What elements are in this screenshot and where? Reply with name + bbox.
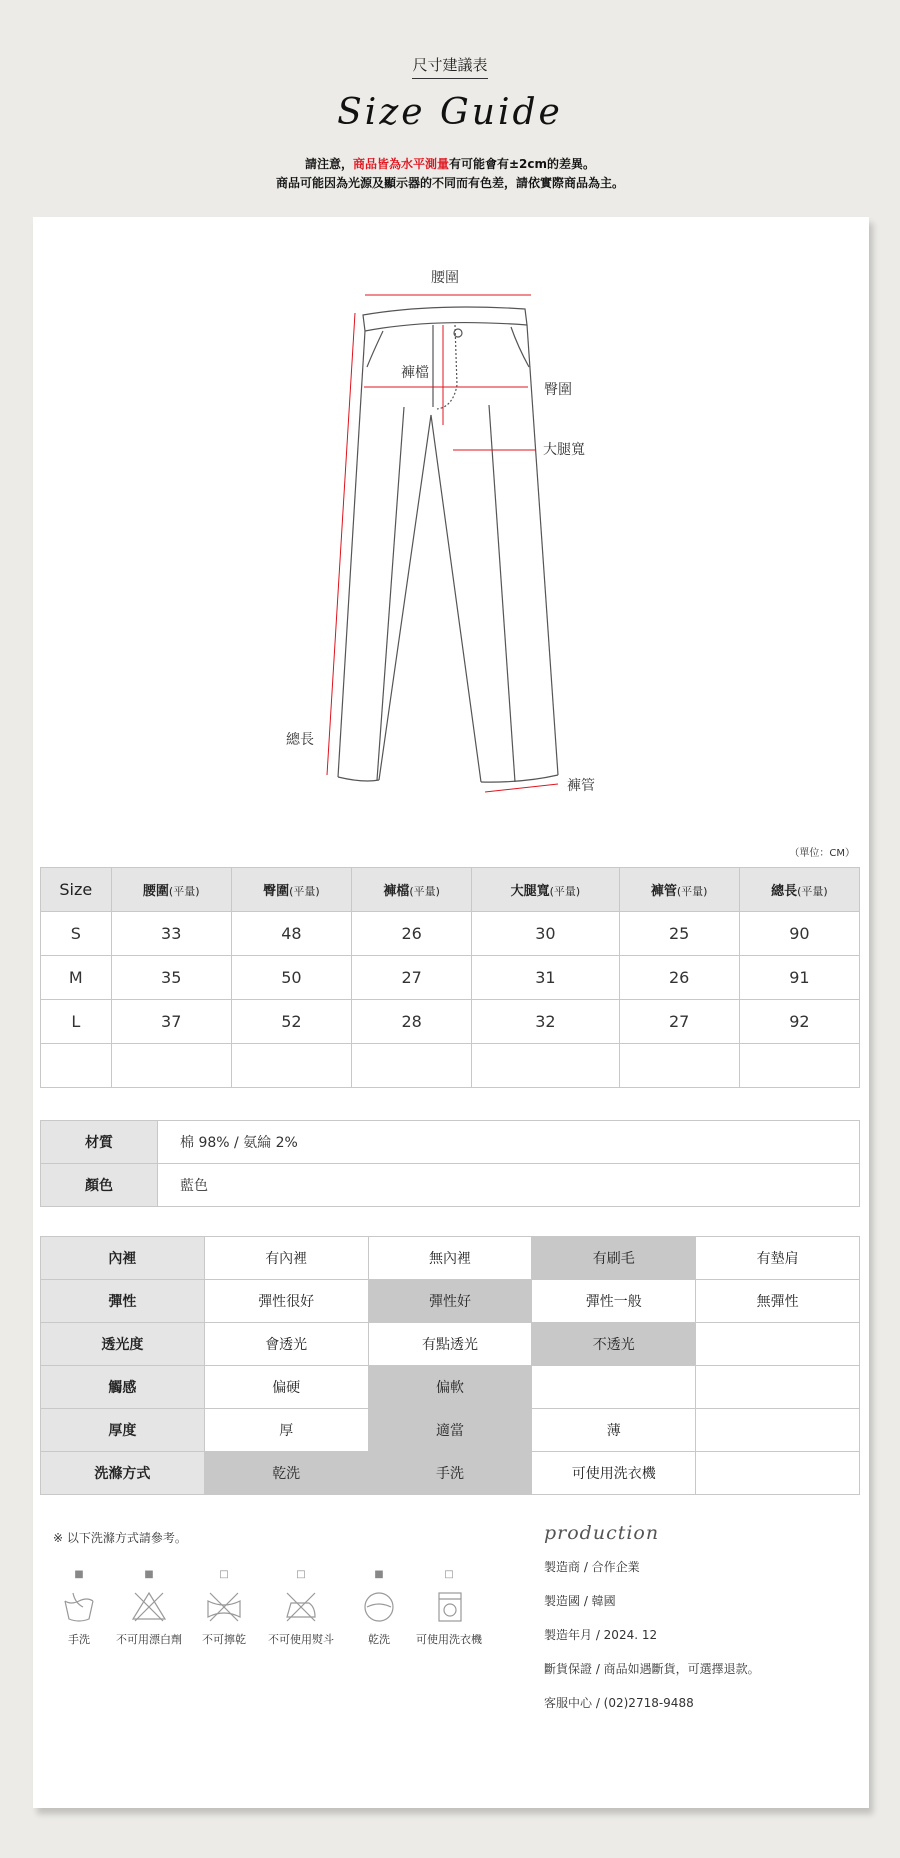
wash-item — [111, 1567, 187, 1647]
pants-diagram — [33, 217, 869, 797]
size-table-header-cell — [619, 868, 739, 912]
table-cell — [352, 1044, 472, 1088]
feature-option: 有內裡 — [204, 1237, 368, 1280]
table-cell — [231, 1044, 351, 1088]
no-iron-icon — [283, 1589, 319, 1625]
feature-option-selected: 彈性好 — [368, 1280, 532, 1323]
feature-option — [696, 1452, 860, 1495]
feature-row — [41, 1323, 860, 1366]
table-row — [41, 1000, 860, 1044]
table-cell: 50 — [231, 956, 351, 1000]
table-cell — [619, 1044, 739, 1088]
dry-clean-icon — [361, 1589, 397, 1625]
label-rise: 褲檔 — [401, 365, 429, 381]
table-row — [41, 912, 860, 956]
header-sub-label: (平量) — [549, 885, 581, 898]
wash-item — [41, 1567, 117, 1647]
table-cell — [41, 1044, 112, 1088]
feature-option-selected: 不透光 — [532, 1323, 696, 1366]
feature-label: 觸感 — [41, 1366, 205, 1409]
feature-option: 厚 — [204, 1409, 368, 1452]
feature-row — [41, 1452, 860, 1495]
no-wring-icon — [206, 1589, 242, 1625]
size-table-header-cell — [231, 868, 351, 912]
feature-option — [696, 1409, 860, 1452]
wash-label: 不可使用熨斗 — [268, 1633, 334, 1646]
feature-option: 無彈性 — [696, 1280, 860, 1323]
table-cell: L — [41, 1000, 112, 1044]
size-table-header-cell — [41, 868, 112, 912]
table-cell: 92 — [739, 1000, 859, 1044]
wash-label: 手洗 — [68, 1633, 90, 1646]
washing-machine-icon — [431, 1589, 467, 1625]
table-cell: 30 — [472, 912, 619, 956]
wash-item — [263, 1567, 339, 1647]
table-cell: 26 — [352, 912, 472, 956]
feature-row — [41, 1280, 860, 1323]
feature-option-selected: 手洗 — [368, 1452, 532, 1495]
table-cell: 25 — [619, 912, 739, 956]
features-table — [40, 1236, 860, 1495]
feature-option-selected: 乾洗 — [204, 1452, 368, 1495]
label-length: 總長 — [286, 732, 314, 748]
label-hip: 臀圍 — [544, 382, 572, 398]
table-cell: 90 — [739, 912, 859, 956]
table-cell: 26 — [619, 956, 739, 1000]
feature-option — [696, 1323, 860, 1366]
table-row — [41, 1044, 860, 1088]
size-table-header — [41, 868, 860, 912]
production-line: 斷貨保證 / 商品如遇斷貨，可選擇退款。 — [544, 1662, 760, 1676]
unchecked-box-icon: □ — [296, 1569, 306, 1580]
table-cell: S — [41, 912, 112, 956]
feature-row — [41, 1237, 860, 1280]
feature-option: 有點透光 — [368, 1323, 532, 1366]
notice-highlight: 商品皆為水平測量 — [352, 157, 449, 171]
material-label: 材質 — [41, 1121, 158, 1164]
page-subtitle: 尺寸建議表 — [0, 54, 900, 79]
header-main-label: 褲檔 — [383, 884, 410, 899]
header-main-label: 總長 — [771, 884, 798, 899]
table-cell — [111, 1044, 231, 1088]
header-main-label: Size — [59, 880, 93, 899]
feature-option: 彈性一般 — [532, 1280, 696, 1323]
feature-label: 透光度 — [41, 1323, 205, 1366]
feature-label: 彈性 — [41, 1280, 205, 1323]
table-cell: 28 — [352, 1000, 472, 1044]
table-cell: 33 — [111, 912, 231, 956]
feature-option: 可使用洗衣機 — [532, 1452, 696, 1495]
table-cell: 52 — [231, 1000, 351, 1044]
size-table-header-cell — [352, 868, 472, 912]
header-main-label: 臀圍 — [263, 884, 290, 899]
production-line: 製造國 / 韓國 — [544, 1594, 616, 1608]
feature-option: 會透光 — [204, 1323, 368, 1366]
feature-option-selected: 適當 — [368, 1409, 532, 1452]
unchecked-box-icon: □ — [219, 1569, 229, 1580]
wash-label: 乾洗 — [368, 1633, 390, 1646]
table-cell: 32 — [472, 1000, 619, 1044]
unit-label: （單位：CM） — [789, 848, 855, 859]
feature-option-selected: 有刷毛 — [532, 1237, 696, 1280]
size-table-header-cell — [111, 868, 231, 912]
header-main-label: 褲管 — [650, 884, 677, 899]
production-line: 製造年月 / 2024. 12 — [544, 1628, 658, 1642]
checked-box-icon: ■ — [74, 1569, 84, 1580]
feature-option: 薄 — [532, 1409, 696, 1452]
table-cell: 35 — [111, 956, 231, 1000]
feature-option — [696, 1366, 860, 1409]
feature-label: 厚度 — [41, 1409, 205, 1452]
feature-label: 內裡 — [41, 1237, 205, 1280]
header-sub-label: (平量) — [797, 885, 828, 898]
table-cell: 27 — [619, 1000, 739, 1044]
wash-label: 不可用漂白劑 — [116, 1633, 182, 1646]
header-sub-label: (平量) — [676, 885, 708, 898]
page-title: Size Guide — [337, 92, 563, 133]
production-line: 客服中心 / (02)2718-9488 — [544, 1696, 694, 1710]
wash-icons-row — [41, 1567, 482, 1657]
feature-label: 洗滌方式 — [41, 1452, 205, 1495]
feature-option: 偏硬 — [204, 1366, 368, 1409]
table-cell: M — [41, 956, 112, 1000]
material-label: 顏色 — [41, 1164, 158, 1207]
production-line: 製造商 / 合作企業 — [544, 1560, 640, 1574]
label-hem: 褲管 — [567, 778, 595, 794]
hand-wash-icon — [61, 1589, 97, 1625]
label-thigh: 大腿寬 — [543, 442, 585, 458]
wash-note: ※ 以下洗滌方式請參考。 — [53, 1531, 187, 1545]
production-script-title: production — [544, 1522, 660, 1544]
feature-option: 彈性很好 — [204, 1280, 368, 1323]
table-cell: 48 — [231, 912, 351, 956]
production-info — [544, 1522, 854, 1726]
label-waist: 腰圍 — [431, 270, 459, 286]
feature-option — [532, 1366, 696, 1409]
feature-option: 無內裡 — [368, 1237, 532, 1280]
header-sub-label: (平量) — [289, 885, 320, 898]
measurement-notice: 請注意，商品皆為水平測量有可能會有±2cm的差異。 商品可能因為光源及顯示器的不同而有色差，請依實際商品為主。 — [275, 157, 624, 190]
wash-label: 不可擰乾 — [202, 1633, 246, 1646]
no-bleach-icon — [131, 1589, 167, 1625]
material-value: 藍色 — [158, 1164, 860, 1207]
table-cell — [739, 1044, 859, 1088]
table-cell: 91 — [739, 956, 859, 1000]
size-table-header-cell — [739, 868, 859, 912]
feature-option: 有墊肩 — [696, 1237, 860, 1280]
size-table — [40, 867, 860, 1088]
unchecked-box-icon: □ — [444, 1569, 454, 1580]
size-table-header-cell — [472, 868, 619, 912]
table-cell — [472, 1044, 619, 1088]
material-value: 棉 98% / 氨綸 2% — [158, 1121, 860, 1164]
table-cell: 31 — [472, 956, 619, 1000]
feature-row — [41, 1409, 860, 1452]
header-sub-label: (平量) — [168, 885, 200, 898]
material-row — [41, 1121, 860, 1164]
header-main-label: 腰圍 — [142, 884, 169, 899]
feature-option-selected: 偏軟 — [368, 1366, 532, 1409]
wash-item — [411, 1567, 487, 1647]
feature-row — [41, 1366, 860, 1409]
header-sub-label: (平量) — [409, 885, 440, 898]
wash-item — [341, 1567, 417, 1647]
size-guide-card — [33, 217, 869, 1808]
wash-item — [186, 1567, 262, 1647]
pants-outline — [33, 217, 869, 797]
material-table — [40, 1120, 860, 1207]
material-row — [41, 1164, 860, 1207]
header-main-label: 大腿寬 — [510, 884, 550, 899]
table-row — [41, 956, 860, 1000]
checked-box-icon: ■ — [374, 1569, 384, 1580]
table-cell: 27 — [352, 956, 472, 1000]
checked-box-icon: ■ — [144, 1569, 154, 1580]
wash-label: 可使用洗衣機 — [416, 1633, 482, 1646]
table-cell: 37 — [111, 1000, 231, 1044]
